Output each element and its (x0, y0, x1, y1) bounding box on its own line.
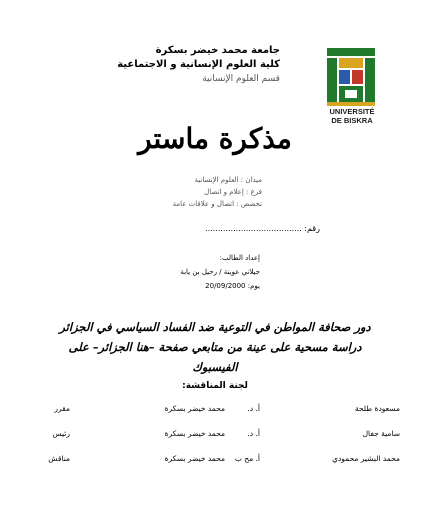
field-branch: فرع : إعلام و اتصال (204, 188, 262, 196)
faculty-name: كلية العلوم الإنسانية و الاجتماعية (117, 59, 280, 70)
logo-text-biskra: DE BISKRA (331, 115, 373, 125)
jury-member-rank: أ. مح ب (234, 454, 260, 463)
field-specialty: تخصص : اتصال و علاقات عامة (172, 200, 262, 208)
jury-title: لجنة المناقشة: (182, 381, 248, 391)
thesis-title-line2: دراسة مسحية على عينة من متابعي صفحة –هنا الجزائر– على (68, 340, 362, 354)
department-name: قسم العلوم الإنسانية (202, 74, 280, 84)
student-names: جيلاني عوينة / رحيل بن يابة (180, 268, 260, 276)
jury-member-role: رئيس (52, 429, 70, 438)
jury-member-institution: محمد خيضر بسكرة (164, 404, 225, 413)
university-name: جامعة محمد خيضر بسكرة (155, 45, 280, 56)
jury-member-rank: أ. د. (247, 429, 260, 438)
jury-member-role: مناقش (48, 454, 70, 463)
jury-row (20, 404, 410, 418)
jury-member-institution: محمد خيضر بسكرة (164, 454, 225, 463)
prepared-by-label: إعداد الطالب: (219, 254, 260, 262)
reference-number: رقم: ...................................... (205, 224, 320, 233)
defense-date: يوم: 20/09/2000 (205, 282, 260, 290)
jury-row (20, 429, 410, 443)
university-header (117, 44, 280, 86)
thesis-title-line1: دور صحافة المواطن في التوعية ضد الفساد السياسي في الجزائر (59, 320, 371, 334)
logo-text-university: UNIVERSITÉ (329, 107, 375, 116)
jury-member-name: سامية جفال (362, 429, 400, 438)
jury-member-institution: محمد خيضر بسكرة (164, 429, 225, 438)
jury-member-rank: أ. د. (247, 404, 260, 413)
jury-member-name: محمد البشير محمودي (332, 454, 400, 463)
thesis-title-line3: الفيسبوك (192, 360, 238, 374)
jury-member-role: مقرر (54, 404, 70, 413)
document-title: مذكرة ماستر (138, 122, 292, 155)
jury-row (20, 454, 410, 468)
field-domain: ميدان : العلوم الإنسانية (194, 176, 262, 184)
jury-member-name: مسعودة طلحة (354, 404, 400, 413)
